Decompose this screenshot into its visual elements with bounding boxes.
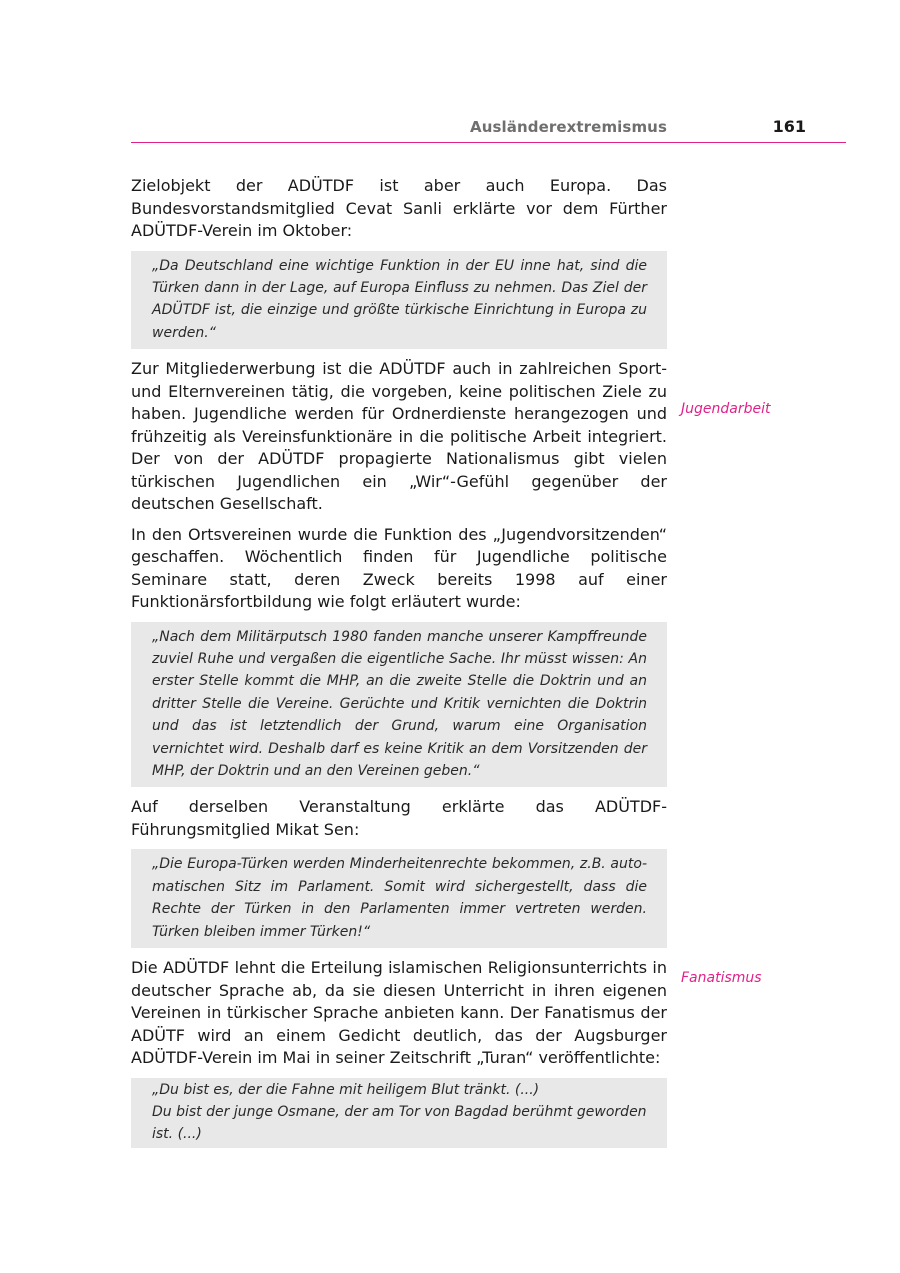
margin-note-jugendarbeit: Jugendarbeit [681,401,771,417]
paragraph: Zielobjekt der ADÜTDF ist aber auch Europa. Das Bundesvorstandsmitglied Cevat Sanli erklärte vor dem Fürther ADÜTDF-Verein im Oktober: [131,176,667,240]
main-text [131,175,667,1157]
page-number: 161 [772,117,806,136]
running-header [131,116,846,143]
paragraph: In den Ortsvereinen wurde die Funktion des „Jugendvorsitzenden“ geschaffen. Wöchentlich finden für Jugendliche politische Seminare statt, deren Zweck bereits 1998 auf einer Funktionärsfortbildung wie folgt erläutert wurde: [131,524,667,612]
margin-note-fanatismus: Fanatismus [681,970,762,986]
quote-block: „Da Deutschland eine wichtige Funktion in der EU inne hat, sind die Türken dann in der Lage, auf Europa Einfluss zu nehmen. Das Ziel der ADÜTDF ist, die einzige und größte türkische Einrichtung in Europa zu werden.“ [131,251,667,350]
quote-block: „Die Europa-Türken werden Minderheitenrechte bekommen, z.B. automatischen Sitz im Parlament. Somit wird sichergestellt, dass die Rechte der Türken in den Parlamenten immer vertreten werden. Türken bleiben immer Türken!“ [131,849,667,948]
poem-line: „Du bist es, der die Fahne mit heiligem Blut tränkt. (...) [152,1081,540,1098]
paragraph: Die ADÜTDF lehnt die Erteilung islamischen Religionsunterrichts in deutscher Sprache ab, da sie diesen Unterricht in ihren eigenen Vereinen in türkischer Sprache anbieten kann. Der Fanatismus der ADÜTF wird an einem Gedicht deutlich, das der Augsburger ADÜTDF-Verein im Mai in seiner Zeitschrift „Turan“ veröffentlichte: [131,958,667,1068]
paragraph: Auf derselben Veranstaltung erklärte das ADÜTDF-Führungsmitglied Mikat Sen: [131,797,667,839]
poem-quote-block [131,1078,667,1148]
quote-block: „Nach dem Militärputsch 1980 fanden manche unserer Kampffreunde zuviel Ruhe und vergaßen die eigentliche Sache. Ihr müsst wissen: An erster Stelle kommt die MHP, an die zweite Stelle die Doktrin und an dritter Stelle die Vereine. Gerüchte und Kritik vernichten die Doktrin und das ist letztendlich der Grund, warum eine Organisation vernichtet wird. Deshalb darf es keine Kritik an dem Vorsitzenden der MHP, der Doktrin und an den Vereinen geben.“ [131,622,667,788]
section-title: Ausländerextremismus [470,118,667,136]
paragraph: Zur Mitgliederwerbung ist die ADÜTDF auch in zahlreichen Sport- und Elternvereinen tätig, die vorgeben, keine politischen Ziele zu haben. Jugendliche werden für Ordnerdienste herangezogen und frühzeitig als Vereinsfunktionäre in die politische Arbeit integriert. Der von der ADÜTDF propagierte Nationalismus gibt vielen türkischen Jugendlichen ein „Wir“-Gefühl gegenüber der deutschen Gesellschaft. [131,359,667,514]
poem-line: Du bist der junge Osmane, der am Tor von Bagdad berühmt geworden ist. (...) [152,1104,647,1143]
